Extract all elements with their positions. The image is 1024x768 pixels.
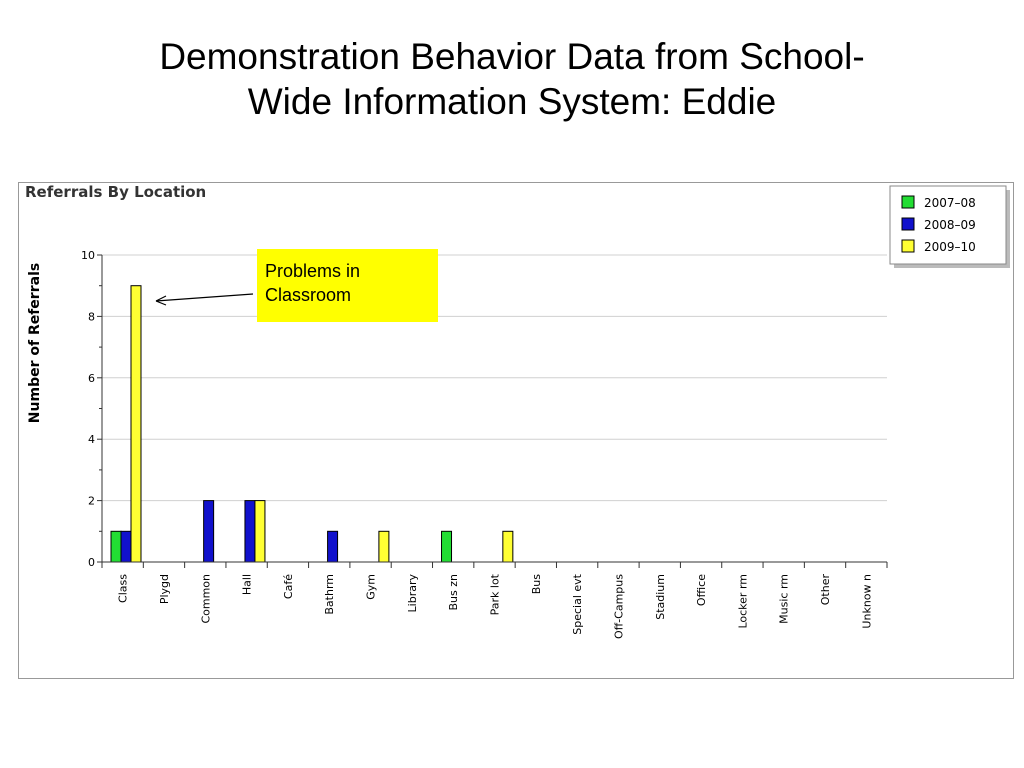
- grid-layer: [102, 255, 887, 501]
- x-tick-label: Common: [199, 574, 213, 624]
- y-tick-label: 0: [88, 556, 95, 569]
- chart-title: Referrals By Location: [25, 183, 207, 201]
- x-tick-label: Office: [695, 574, 709, 607]
- bar-2009-10-class: [131, 286, 141, 562]
- x-tick-label: Special evt: [571, 574, 585, 635]
- x-tick-label: Plygd: [157, 574, 171, 605]
- y-tick-label: 2: [88, 494, 95, 508]
- x-tick-label: Gym: [364, 574, 378, 600]
- x-tick-label: Other: [819, 574, 833, 606]
- annotation-text-line-1: Problems in: [265, 261, 361, 281]
- legend-swatch: [902, 240, 914, 252]
- bar-2008-09-class: [121, 531, 131, 562]
- legend-label: 2009–10: [924, 240, 976, 254]
- legend-swatch: [902, 196, 914, 208]
- slide-title-line-2: Wide Information System: Eddie: [247, 81, 777, 122]
- label-layer: [117, 573, 874, 639]
- y-tick-label: 8: [88, 310, 95, 324]
- annotation-arrow-line: [156, 294, 253, 301]
- legend: [890, 186, 1010, 268]
- x-tick-label: Music rm: [777, 574, 791, 624]
- bar-2009-10-hall: [255, 501, 265, 562]
- bar-2008-09-bathrm: [328, 531, 338, 562]
- x-tick-label: Stadium: [653, 574, 667, 620]
- chart-frame: [18, 182, 1014, 679]
- x-tick-label: Class: [116, 574, 130, 603]
- slide-title-line-1: Demonstration Behavior Data from School-: [159, 36, 865, 77]
- legend-label: 2007–08: [924, 196, 976, 210]
- y-tick-label: 4: [88, 433, 95, 447]
- x-tick-label: Park lot: [488, 574, 502, 616]
- x-tick-label: Bathrm: [323, 574, 337, 615]
- x-tick-label: Library: [405, 574, 419, 613]
- axis-layer: [81, 249, 887, 569]
- x-tick-label: Unknow n: [860, 574, 874, 629]
- bar-2007-08-class: [111, 531, 121, 562]
- bar-2008-09-common: [204, 501, 214, 562]
- legend-label: 2008–09: [924, 218, 976, 232]
- x-tick-label: Off-Campus: [612, 574, 626, 640]
- slide-title: [40, 34, 984, 124]
- bar-2009-10-gym: [379, 531, 389, 562]
- x-tick-label: Locker rm: [736, 574, 750, 629]
- bar-2009-10-park-lot: [503, 531, 513, 562]
- bar-layer: [111, 286, 513, 562]
- bar-2007-08-bus-zn: [442, 531, 452, 562]
- x-tick-label: Hall: [240, 574, 254, 596]
- x-tick-label: Bus: [529, 574, 543, 595]
- annotation: [156, 249, 438, 322]
- referrals-bar-chart: [19, 183, 1015, 680]
- bar-2008-09-hall: [245, 501, 255, 562]
- y-axis-label: Number of Referrals: [27, 262, 43, 424]
- x-tick-label: Café: [281, 574, 295, 600]
- annotation-text-line-2: Classroom: [265, 285, 352, 305]
- legend-swatch: [902, 218, 914, 230]
- x-tick-label: Bus zn: [447, 574, 461, 611]
- y-tick-label: 10: [81, 249, 95, 262]
- y-tick-label: 6: [88, 371, 95, 385]
